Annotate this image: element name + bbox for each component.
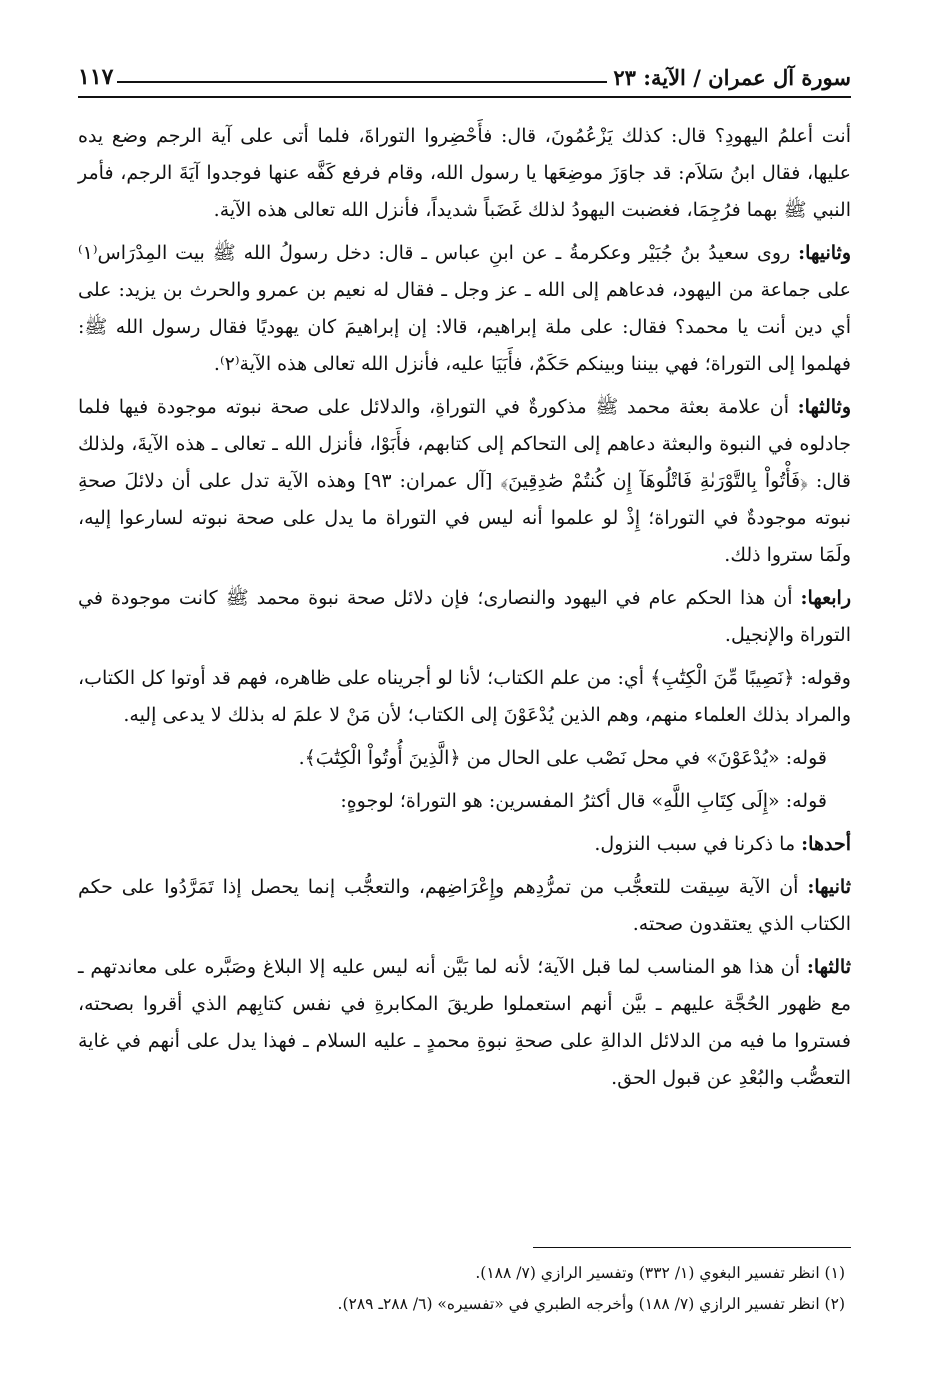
running-header xyxy=(78,50,851,90)
paragraph-text: أن هذا الحكم عام في اليهود والنصارى؛ فإن دلائل صحة نبوة محمد ﷺ كانت موجودة في التوراة والإنجيل. xyxy=(78,587,851,646)
paragraph-text: ما ذكرنا في سبب النزول. xyxy=(594,833,796,855)
footnote-1: (١) انظر تفسير البغوي (١/ ٣٣٢) وتفسير الرازي (٧/ ١٨٨). xyxy=(475,1264,845,1282)
paragraph-1 xyxy=(78,118,851,229)
paragraph-6 xyxy=(78,740,851,777)
paragraph-3 xyxy=(78,389,851,574)
paragraph-text: أن هذا هو المناسب لما قبل الآية؛ لأنه لما بَيَّن أنه ليس عليه إلا البلاغ وصَبَّره على معاندتهم ـ مع ظهور الحُجَّة عليهم ـ بيَّن أنهم استعملوا طريقَ المكابرةِ في نفس كتابِهم الذي أقروا بصحته، فستروا ما فيه من الدلائل الدالةِ على صحةِ نبوةِ محمدٍ ـ عليه السلام ـ فهذا يدل على أنهم في غاية التعصُّب والبُعْدِ عن قبول الحق. xyxy=(78,956,851,1089)
footnote-2: (٢) انظر تفسير الرازي (٧/ ١٨٨) وأخرجه الطبري في «تفسيره» (٦/ ٢٨٨ـ ٢٨٩). xyxy=(337,1295,845,1313)
paragraph-text: قوله: «إِلَى كِتَابِ اللَّهِ» قال أكثرُ المفسرين: هو التوراة؛ لوجوهٍ: xyxy=(340,790,827,812)
paragraph-5 xyxy=(78,660,851,734)
paragraph-9 xyxy=(78,869,851,943)
paragraph-text: أن الآية سِيقت للتعجُّب من تمرُّدِهم وإِعْرَاضِهم، والتعجُّب إنما يحصل إذا تَمَرَّدُوا على حكم الكتاب الذي يعتقدون صحته. xyxy=(78,876,851,935)
paragraph-2 xyxy=(78,235,851,383)
footnote-separator xyxy=(533,1247,851,1248)
paragraph-7 xyxy=(78,783,851,820)
paragraph-lead: وثالثها: xyxy=(797,396,851,418)
paragraph-text: أن علامة بعثة محمد ﷺ مذكورةٌ في التوراةِ، والدلائل على صحة نبوته موجودة فيها فلما جادلوه في النبوة والبعثة دعاهم إلى التحاكم إلى كتابهم، فأَبَوْا، فأنزل الله ـ تعالى ـ هذه الآيةَ، ولذلك قال: ﴿فَأْتُواْ بِالتَّوْرَىٰةِ فَاتْلُوهَآ إِن كُنتُمْ صَٰدِقِينَ﴾ [آل عمران: ٩٣] وهذه الآية تدل على أن دلائلَ صحةِ نبوته موجودةٌ في التوراة؛ إِذْ لو علموا أنه ليس في التوراة ما يدل على صحة نبوته لسارعوا إليه، ولَمَا ستروا ذلك. xyxy=(78,396,851,566)
running-title: سورة آل عمران / الآية: ٢٣ xyxy=(613,65,851,90)
header-leader-line xyxy=(117,81,607,83)
paragraph-lead: ثالثها: xyxy=(806,956,851,978)
header-divider xyxy=(78,96,851,98)
paragraph-text: روى سعيدُ بنُ جُبَيْر وعكرمةُ ـ عن ابنِ عباس ـ قال: دخل رسولُ الله ﷺ بيت المِدْرَاس⁽١⁾ على جماعة من اليهود، فدعاهم إلى الله ـ عز وجل ـ فقال له نعيم بن عمرو والحرث بن يزيد: على أي دين أنت يا محمد؟ فقال: على ملة إبراهيم، قالا: إن إبراهيمَ كان يهوديًا فقال رسول الله ﷺ: فهلموا إلى التوراة؛ فهي بيننا وبينكم حَكَمٌ، فأَبَيَا عليه، فأنزل الله تعالى هذه الآية⁽٢⁾. xyxy=(78,242,851,375)
paragraph-lead: ثانيها: xyxy=(807,876,851,898)
paragraph-lead: وثانيها: xyxy=(798,242,851,264)
paragraph-text: قوله: «يُدْعَوْنَ» في محل نَصْب على الحال من ﴿الَّذِينَ أُوتُواْ الْكِتَٰبَ﴾. xyxy=(298,747,827,769)
paragraph-text: أنت أعلمُ اليهودِ؟ قال: كذلك يَزْعُمُونَ، قال: فأَحْضِروا التوراةَ، فلما أتى على آية الرجم وضع يده عليها، فقال ابنُ سَلاَم: قد جاوَزَ موضِعَها يا رسول الله، وقام فرفع كَفَّه عنها فوجدوا آيَةَ الرجم، فأمر النبي ﷺ بهما فرُجِمَا، فغضبت اليهودُ لذلك غَضَباً شديداً، فأنزل الله تعالى هذه الآية. xyxy=(78,125,851,221)
page-number: ١١٧ xyxy=(78,64,114,90)
footnotes xyxy=(78,1258,845,1320)
paragraph-10 xyxy=(78,949,851,1097)
paragraph-8 xyxy=(78,826,851,863)
paragraph-lead: رابعها: xyxy=(800,587,851,609)
paragraph-4 xyxy=(78,580,851,654)
paragraph-text: وقوله: ﴿نَصِيبًا مِّنَ الْكِتَٰبِ﴾ أي: من علم الكتاب؛ لأنا لو أجريناه على ظاهره، فهم قد أوتوا كل الكتاب، والمراد بذلك العلماء منهم، وهم الذين يُدْعَوْنَ إلى الكتاب؛ لأن مَنْ لا علمَ له بذلك لا يدعى إليه. xyxy=(78,667,851,726)
main-text xyxy=(78,118,851,1103)
paragraph-lead: أحدها: xyxy=(801,833,851,855)
